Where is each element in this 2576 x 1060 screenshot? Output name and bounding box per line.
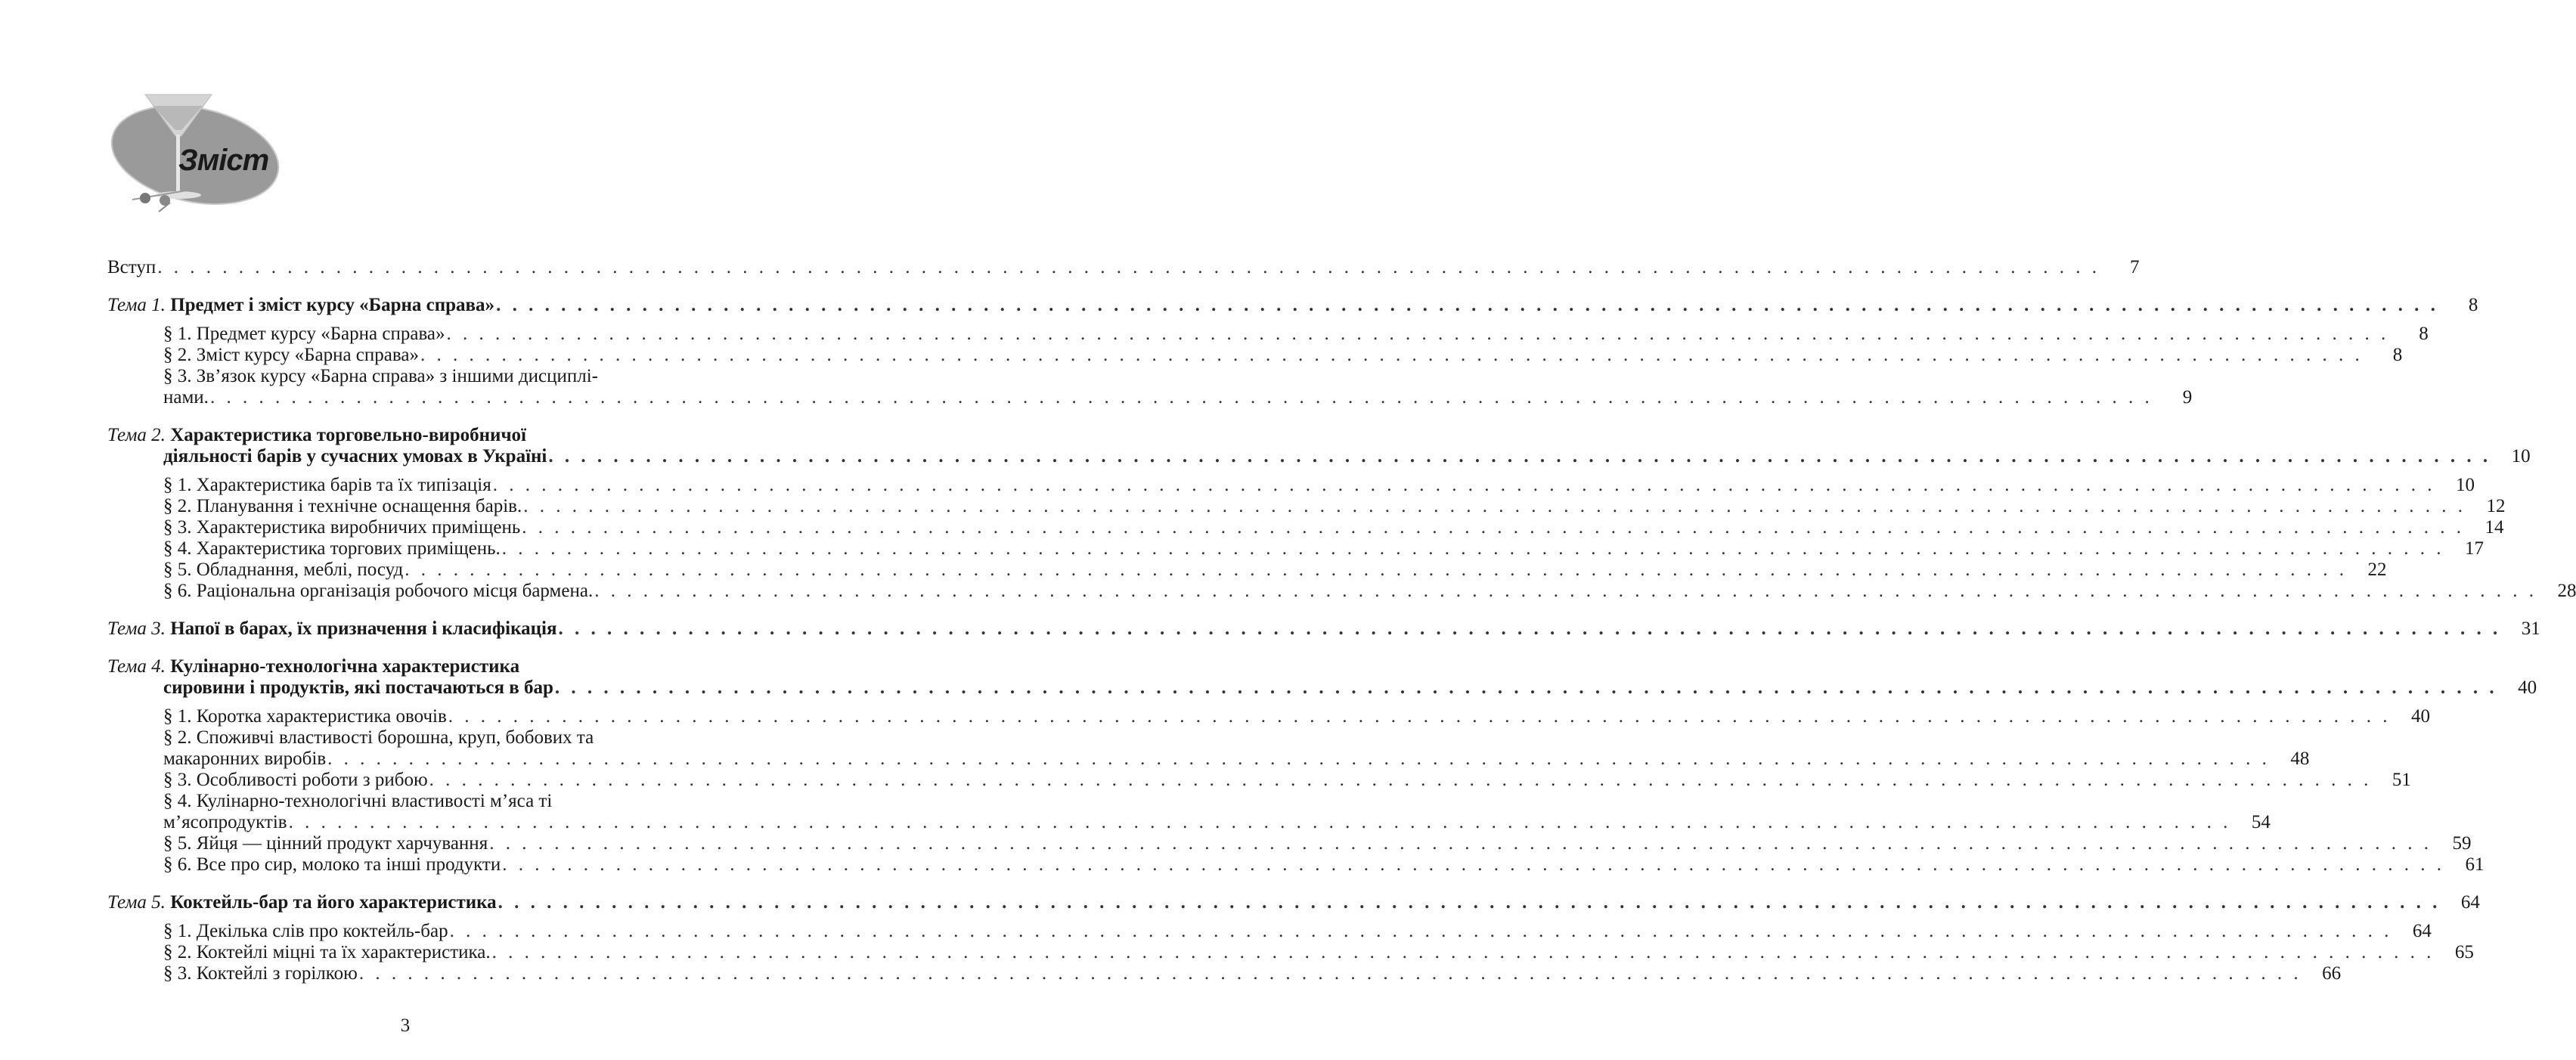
- toc-line: [163, 770, 2411, 791]
- dot-leader: . . . . . . . . . . . . . . . . . . . . . . . . . . . . . . . . . . . . . . . . . . . . . . . . . . . . . . . . . . . . . . . . . . . . . . . . . . . . . . . . . . . . . . . . . . . . . . . . . . . . . . . . . . . . . . . . . . . . . . . .: [209, 387, 2153, 408]
- topic-title: Характеристика торговельно-виробничої: [170, 425, 526, 445]
- entry-text: [163, 833, 488, 854]
- section-title: § 3. Характеристика виробничих приміщень: [163, 517, 521, 538]
- toc-line: [163, 812, 2271, 833]
- toc-line: [163, 963, 2342, 984]
- toc-topic: [107, 656, 2537, 699]
- entry-page: 48: [2290, 749, 2310, 769]
- entry-text: [163, 942, 491, 963]
- entry-text: [107, 295, 494, 316]
- topic-title: діяльності барів у сучасних умовах в Україні: [163, 446, 547, 466]
- topic-title: Предмет і зміст курсу «Барна справа»: [170, 295, 495, 315]
- entry-text: [163, 387, 209, 408]
- topic-title: Коктейль-бар та його характеристика: [170, 892, 497, 913]
- toc-line: [107, 656, 712, 677]
- toc-topic: [107, 892, 2480, 913]
- toc-sections: [107, 475, 2576, 602]
- entry-text: [163, 475, 491, 496]
- toc-line: [163, 854, 2485, 876]
- dot-leader: . . . . . . . . . . . . . . . . . . . . . . . . . . . . . . . . . . . . . . . . . . . . . . . . . . . . . . . . . . . . . . . . . . . . . . . . . . . . . . . . . . . . . . . . . . . . . . . . . . . . . . . . . . . . . . . . . . . . . . . .: [420, 345, 2364, 365]
- toc-line: [163, 581, 2576, 602]
- topic-label: Тема 4.: [107, 656, 166, 677]
- toc-line: [163, 496, 2506, 517]
- dot-leader: . . . . . . . . . . . . . . . . . . . . . . . . . . . . . . . . . . . . . . . . . . . . . . . . . . . . . . . . . . . . . . . . . . . . . . . . . . . . . . . . . . . . . . . . . . . . . . . . . . . . . . . . . . . . . . . . . . . . . . . .: [498, 892, 2441, 913]
- section-title: § 3. Особливості роботи з рибою: [163, 770, 428, 790]
- entry-page: 8: [2468, 295, 2478, 315]
- entry-page: 61: [2465, 854, 2485, 875]
- entry-text: [163, 446, 547, 467]
- section-title: § 1. Декілька слів про коктейль-бар: [163, 921, 448, 941]
- entry-page: 31: [2521, 618, 2540, 639]
- entry-text: [163, 677, 553, 699]
- entry-page: 28: [2557, 581, 2576, 601]
- dot-leader: . . . . . . . . . . . . . . . . . . . . . . . . . . . . . . . . . . . . . . . . . . . . . . . . . . . . . . . . . . . . . . . . . . . . . . . . . . . . . . . . . . . . . . . . . . . . . . . . . . . . . . . . . . . . . . . . . . . . . . . .: [502, 854, 2445, 875]
- section-title: § 4. Кулінарно-технологічні властивості м’яса ті: [163, 791, 553, 811]
- toc-line: [163, 475, 2475, 496]
- entry-text: [163, 517, 520, 538]
- toc-line: [163, 387, 2193, 408]
- toc-line: [107, 677, 2537, 699]
- section-title: § 5. Обладнання, меблі, посуд: [163, 559, 404, 580]
- dot-leader: . . . . . . . . . . . . . . . . . . . . . . . . . . . . . . . . . . . . . . . . . . . . . . . . . . . . . . . . . . . . . . . . . . . . . . . . . . . . . . . . . . . . . . . . . . . . . . . . . . . . . . . . . . . . . . . . . . . . . . . .: [501, 538, 2445, 559]
- section-title: § 1. Коротка характеристика овочів: [163, 706, 447, 727]
- topic-title: сировини і продуктів, які постачаються в бар: [163, 677, 553, 698]
- toc-line: [163, 559, 2387, 581]
- entry-text: [163, 770, 428, 791]
- section-title: § 3. Коктейлі з горілкою: [163, 963, 358, 984]
- dot-leader: . . . . . . . . . . . . . . . . . . . . . . . . . . . . . . . . . . . . . . . . . . . . . . . . . . . . . . . . . . . . . . . . . . . . . . . . . . . . . . . . . . . . . . . . . . . . . . . . . . . . . . . . . . . . . . . . . . . . . . . .: [358, 963, 2302, 984]
- page-number: 3: [400, 1015, 411, 1036]
- dot-leader: . . . . . . . . . . . . . . . . . . . . . . . . . . . . . . . . . . . . . . . . . . . . . . . . . . . . . . . . . . . . . . . . . . . . . . . . . . . . . . . . . . . . . . . . . . . . . . . . . . . . . . . . . . . . . . . . . . . . . . . .: [492, 475, 2435, 495]
- topic-label: Тема 2.: [107, 425, 166, 445]
- section-title: § 6. Раціональна організація робочого місця бармена.: [163, 581, 594, 601]
- toc-line: [163, 345, 2403, 366]
- page-title: Зміст: [178, 144, 269, 177]
- entry-page: 64: [2460, 892, 2480, 913]
- entry-page: 59: [2452, 833, 2472, 854]
- entry-page: 14: [2485, 517, 2504, 538]
- section-title: § 1. Предмет курсу «Барна справа»: [163, 324, 445, 344]
- toc-sections: [107, 324, 2429, 408]
- entry-page: 10: [2511, 446, 2531, 466]
- dot-leader: . . . . . . . . . . . . . . . . . . . . . . . . . . . . . . . . . . . . . . . . . . . . . . . . . . . . . . . . . . . . . . . . . . . . . . . . . . . . . . . . . . . . . . . . . . . . . . . . . . . . . . . . . . . . . . . . . . . . . . . .: [429, 770, 2372, 790]
- dot-leader: . . . . . . . . . . . . . . . . . . . . . . . . . . . . . . . . . . . . . . . . . . . . . . . . . . . . . . . . . . . . . . . . . . . . . . . . . . . . . . . . . . . . . . . . . . . . . . . . . . . . . . . . . . . . . . . . . . . . . . . .: [448, 706, 2392, 727]
- toc-topic: [107, 425, 2531, 467]
- entry-text: [163, 854, 501, 876]
- toc-line: [107, 257, 2140, 278]
- dot-leader: . . . . . . . . . . . . . . . . . . . . . . . . . . . . . . . . . . . . . . . . . . . . . . . . . . . . . . . . . . . . . . . . . . . . . . . . . . . . . . . . . . . . . . . . . . . . . . . . . . . . . . . . . . . . . . . . . . . . . . . .: [594, 581, 2537, 601]
- entry-text: [163, 963, 358, 984]
- entry-text: [163, 791, 552, 812]
- toc-line: [107, 425, 712, 446]
- entry-page: 10: [2456, 475, 2475, 495]
- dot-leader: . . . . . . . . . . . . . . . . . . . . . . . . . . . . . . . . . . . . . . . . . . . . . . . . . . . . . . . . . . . . . . . . . . . . . . . . . . . . . . . . . . . . . . . . . . . . . . . . . . . . . . . . . . . . . . . . . . . . . . . .: [548, 446, 2491, 466]
- dot-leader: . . . . . . . . . . . . . . . . . . . . . . . . . . . . . . . . . . . . . . . . . . . . . . . . . . . . . . . . . . . . . . . . . . . . . . . . . . . . . . . . . . . . . . . . . . . . . . . . . . . . . . . . . . . . . . . . . . . . . . . .: [522, 517, 2465, 538]
- entry-text: [163, 496, 522, 517]
- topic-title: Напої в барах, їх призначення і класифікація: [170, 618, 557, 639]
- dot-leader: . . . . . . . . . . . . . . . . . . . . . . . . . . . . . . . . . . . . . . . . . . . . . . . . . . . . . . . . . . . . . . . . . . . . . . . . . . . . . . . . . . . . . . . . . . . . . . . . . . . . . . . . . . . . . . . . . . . . . . . .: [558, 618, 2501, 639]
- entry-page: 64: [2412, 921, 2432, 941]
- entry-text: [163, 538, 501, 559]
- entry-text: [163, 706, 447, 727]
- toc-topic: [107, 295, 2478, 316]
- entry-text: [107, 892, 497, 913]
- toc-line: [163, 921, 2432, 942]
- entry-text: [107, 656, 519, 677]
- toc-line: [107, 295, 2478, 316]
- toc-line: [163, 791, 712, 812]
- entry-page: 22: [2367, 559, 2387, 580]
- entry-text: [163, 345, 419, 366]
- section-title: § 6. Все про сир, молоко та інші продукти: [163, 854, 501, 875]
- entry-page: 9: [2182, 387, 2193, 408]
- toc-line: [163, 538, 2485, 559]
- topic-label: Тема 5.: [107, 892, 166, 913]
- entry-text: [163, 581, 593, 602]
- toc-line: [107, 892, 2480, 913]
- entry-text: [163, 921, 448, 942]
- toc-sections: [107, 706, 2485, 876]
- section-title: § 5. Яйця — цінний продукт харчування: [163, 833, 488, 854]
- entry-text: [163, 559, 403, 581]
- entry-text: [163, 324, 445, 345]
- entry-text: [163, 812, 287, 833]
- toc-line: [163, 749, 2310, 770]
- entry-text: [163, 366, 598, 387]
- table-of-contents: [107, 257, 2576, 984]
- toc-sections: [107, 921, 2474, 984]
- dot-leader: . . . . . . . . . . . . . . . . . . . . . . . . . . . . . . . . . . . . . . . . . . . . . . . . . . . . . . . . . . . . . . . . . . . . . . . . . . . . . . . . . . . . . . . . . . . . . . . . . . . . . . . . . . . . . . . . . . . . . . . .: [288, 812, 2231, 832]
- section-title: § 2. Планування і технічне оснащення барів.: [163, 496, 522, 516]
- section-title: § 4. Характеристика торгових приміщень.: [163, 538, 501, 559]
- entry-page: 40: [2518, 677, 2537, 698]
- entry-page: 54: [2251, 812, 2271, 832]
- section-title: § 2. Споживчі властивості борошна, круп, бобових та: [163, 727, 594, 748]
- section-title: § 3. Зв’язок курсу «Барна справа» з іншими дисциплі-: [163, 366, 599, 386]
- dot-leader: . . . . . . . . . . . . . . . . . . . . . . . . . . . . . . . . . . . . . . . . . . . . . . . . . . . . . . . . . . . . . . . . . . . . . . . . . . . . . . . . . . . . . . . . . . . . . . . . . . . . . . . . . . . . . . . . . . . . . . . .: [489, 833, 2432, 854]
- section-title: § 2. Зміст курсу «Барна справа»: [163, 345, 419, 365]
- entry-page: 8: [2419, 324, 2429, 344]
- dot-leader: . . . . . . . . . . . . . . . . . . . . . . . . . . . . . . . . . . . . . . . . . . . . . . . . . . . . . . . . . . . . . . . . . . . . . . . . . . . . . . . . . . . . . . . . . . . . . . . . . . . . . . . . . . . . . . . . . . . . . . . .: [446, 324, 2389, 344]
- topic-title: Кулінарно-технологічна характеристика: [170, 656, 520, 677]
- entry-title: Вступ: [107, 257, 157, 277]
- dot-leader: . . . . . . . . . . . . . . . . . . . . . . . . . . . . . . . . . . . . . . . . . . . . . . . . . . . . . . . . . . . . . . . . . . . . . . . . . . . . . . . . . . . . . . . . . . . . . . . . . . . . . . . . . . . . . . . . . . . . . . . .: [405, 559, 2348, 580]
- entry-page: 17: [2465, 538, 2485, 559]
- dot-leader: . . . . . . . . . . . . . . . . . . . . . . . . . . . . . . . . . . . . . . . . . . . . . . . . . . . . . . . . . . . . . . . . . . . . . . . . . . . . . . . . . . . . . . . . . . . . . . . . . . . . . . . . . . . . . . . . . . . . . . . .: [327, 749, 2271, 769]
- section-title: макаронних виробів: [163, 749, 327, 769]
- toc-line: [163, 324, 2429, 345]
- toc-line: [163, 706, 2431, 727]
- entry-page: 7: [2130, 257, 2140, 277]
- toc-line: [107, 446, 2531, 467]
- topic-label: Тема 1.: [107, 295, 166, 315]
- topic-label: Тема 3.: [107, 618, 166, 639]
- toc-line: [163, 727, 712, 749]
- toc-topic: [107, 618, 2540, 640]
- entry-page: 65: [2454, 942, 2474, 962]
- dot-leader: . . . . . . . . . . . . . . . . . . . . . . . . . . . . . . . . . . . . . . . . . . . . . . . . . . . . . . . . . . . . . . . . . . . . . . . . . . . . . . . . . . . . . . . . . . . . . . . . . . . . . . . . . . . . . . . . . . . . . . . .: [157, 257, 2100, 277]
- entry-text: [107, 425, 526, 446]
- toc-entry-intro: [107, 257, 2140, 278]
- entry-text: [107, 618, 556, 640]
- entry-page: 66: [2322, 963, 2342, 984]
- dot-leader: . . . . . . . . . . . . . . . . . . . . . . . . . . . . . . . . . . . . . . . . . . . . . . . . . . . . . . . . . . . . . . . . . . . . . . . . . . . . . . . . . . . . . . . . . . . . . . . . . . . . . . . . . . . . . . . . . . . . . . . .: [554, 677, 2498, 698]
- toc-line: [163, 942, 2474, 963]
- section-title: м’ясопродуктів: [163, 812, 287, 832]
- entry-page: 40: [2411, 706, 2431, 727]
- entry-page: 8: [2392, 345, 2403, 365]
- entry-text: [107, 257, 156, 278]
- toc-line: [163, 517, 2504, 538]
- entry-page: 51: [2392, 770, 2411, 790]
- toc-line: [163, 833, 2472, 854]
- entry-text: [163, 749, 326, 770]
- section-title: § 1. Характеристика барів та їх типізація: [163, 475, 491, 495]
- toc-line: [163, 366, 712, 387]
- dot-leader: . . . . . . . . . . . . . . . . . . . . . . . . . . . . . . . . . . . . . . . . . . . . . . . . . . . . . . . . . . . . . . . . . . . . . . . . . . . . . . . . . . . . . . . . . . . . . . . . . . . . . . . . . . . . . . . . . . . . . . . .: [496, 295, 2439, 315]
- entry-page: 12: [2486, 496, 2506, 516]
- toc-line: [107, 618, 2540, 640]
- section-title: нами.: [163, 387, 209, 408]
- entry-text: [163, 727, 594, 749]
- dot-leader: . . . . . . . . . . . . . . . . . . . . . . . . . . . . . . . . . . . . . . . . . . . . . . . . . . . . . . . . . . . . . . . . . . . . . . . . . . . . . . . . . . . . . . . . . . . . . . . . . . . . . . . . . . . . . . . . . . . . . . . .: [523, 496, 2466, 516]
- dot-leader: . . . . . . . . . . . . . . . . . . . . . . . . . . . . . . . . . . . . . . . . . . . . . . . . . . . . . . . . . . . . . . . . . . . . . . . . . . . . . . . . . . . . . . . . . . . . . . . . . . . . . . . . . . . . . . . . . . . . . . . .: [449, 921, 2392, 941]
- dot-leader: . . . . . . . . . . . . . . . . . . . . . . . . . . . . . . . . . . . . . . . . . . . . . . . . . . . . . . . . . . . . . . . . . . . . . . . . . . . . . . . . . . . . . . . . . . . . . . . . . . . . . . . . . . . . . . . . . . . . . . . .: [491, 942, 2435, 962]
- section-title: § 2. Коктейлі міцні та їх характеристика.: [163, 942, 491, 962]
